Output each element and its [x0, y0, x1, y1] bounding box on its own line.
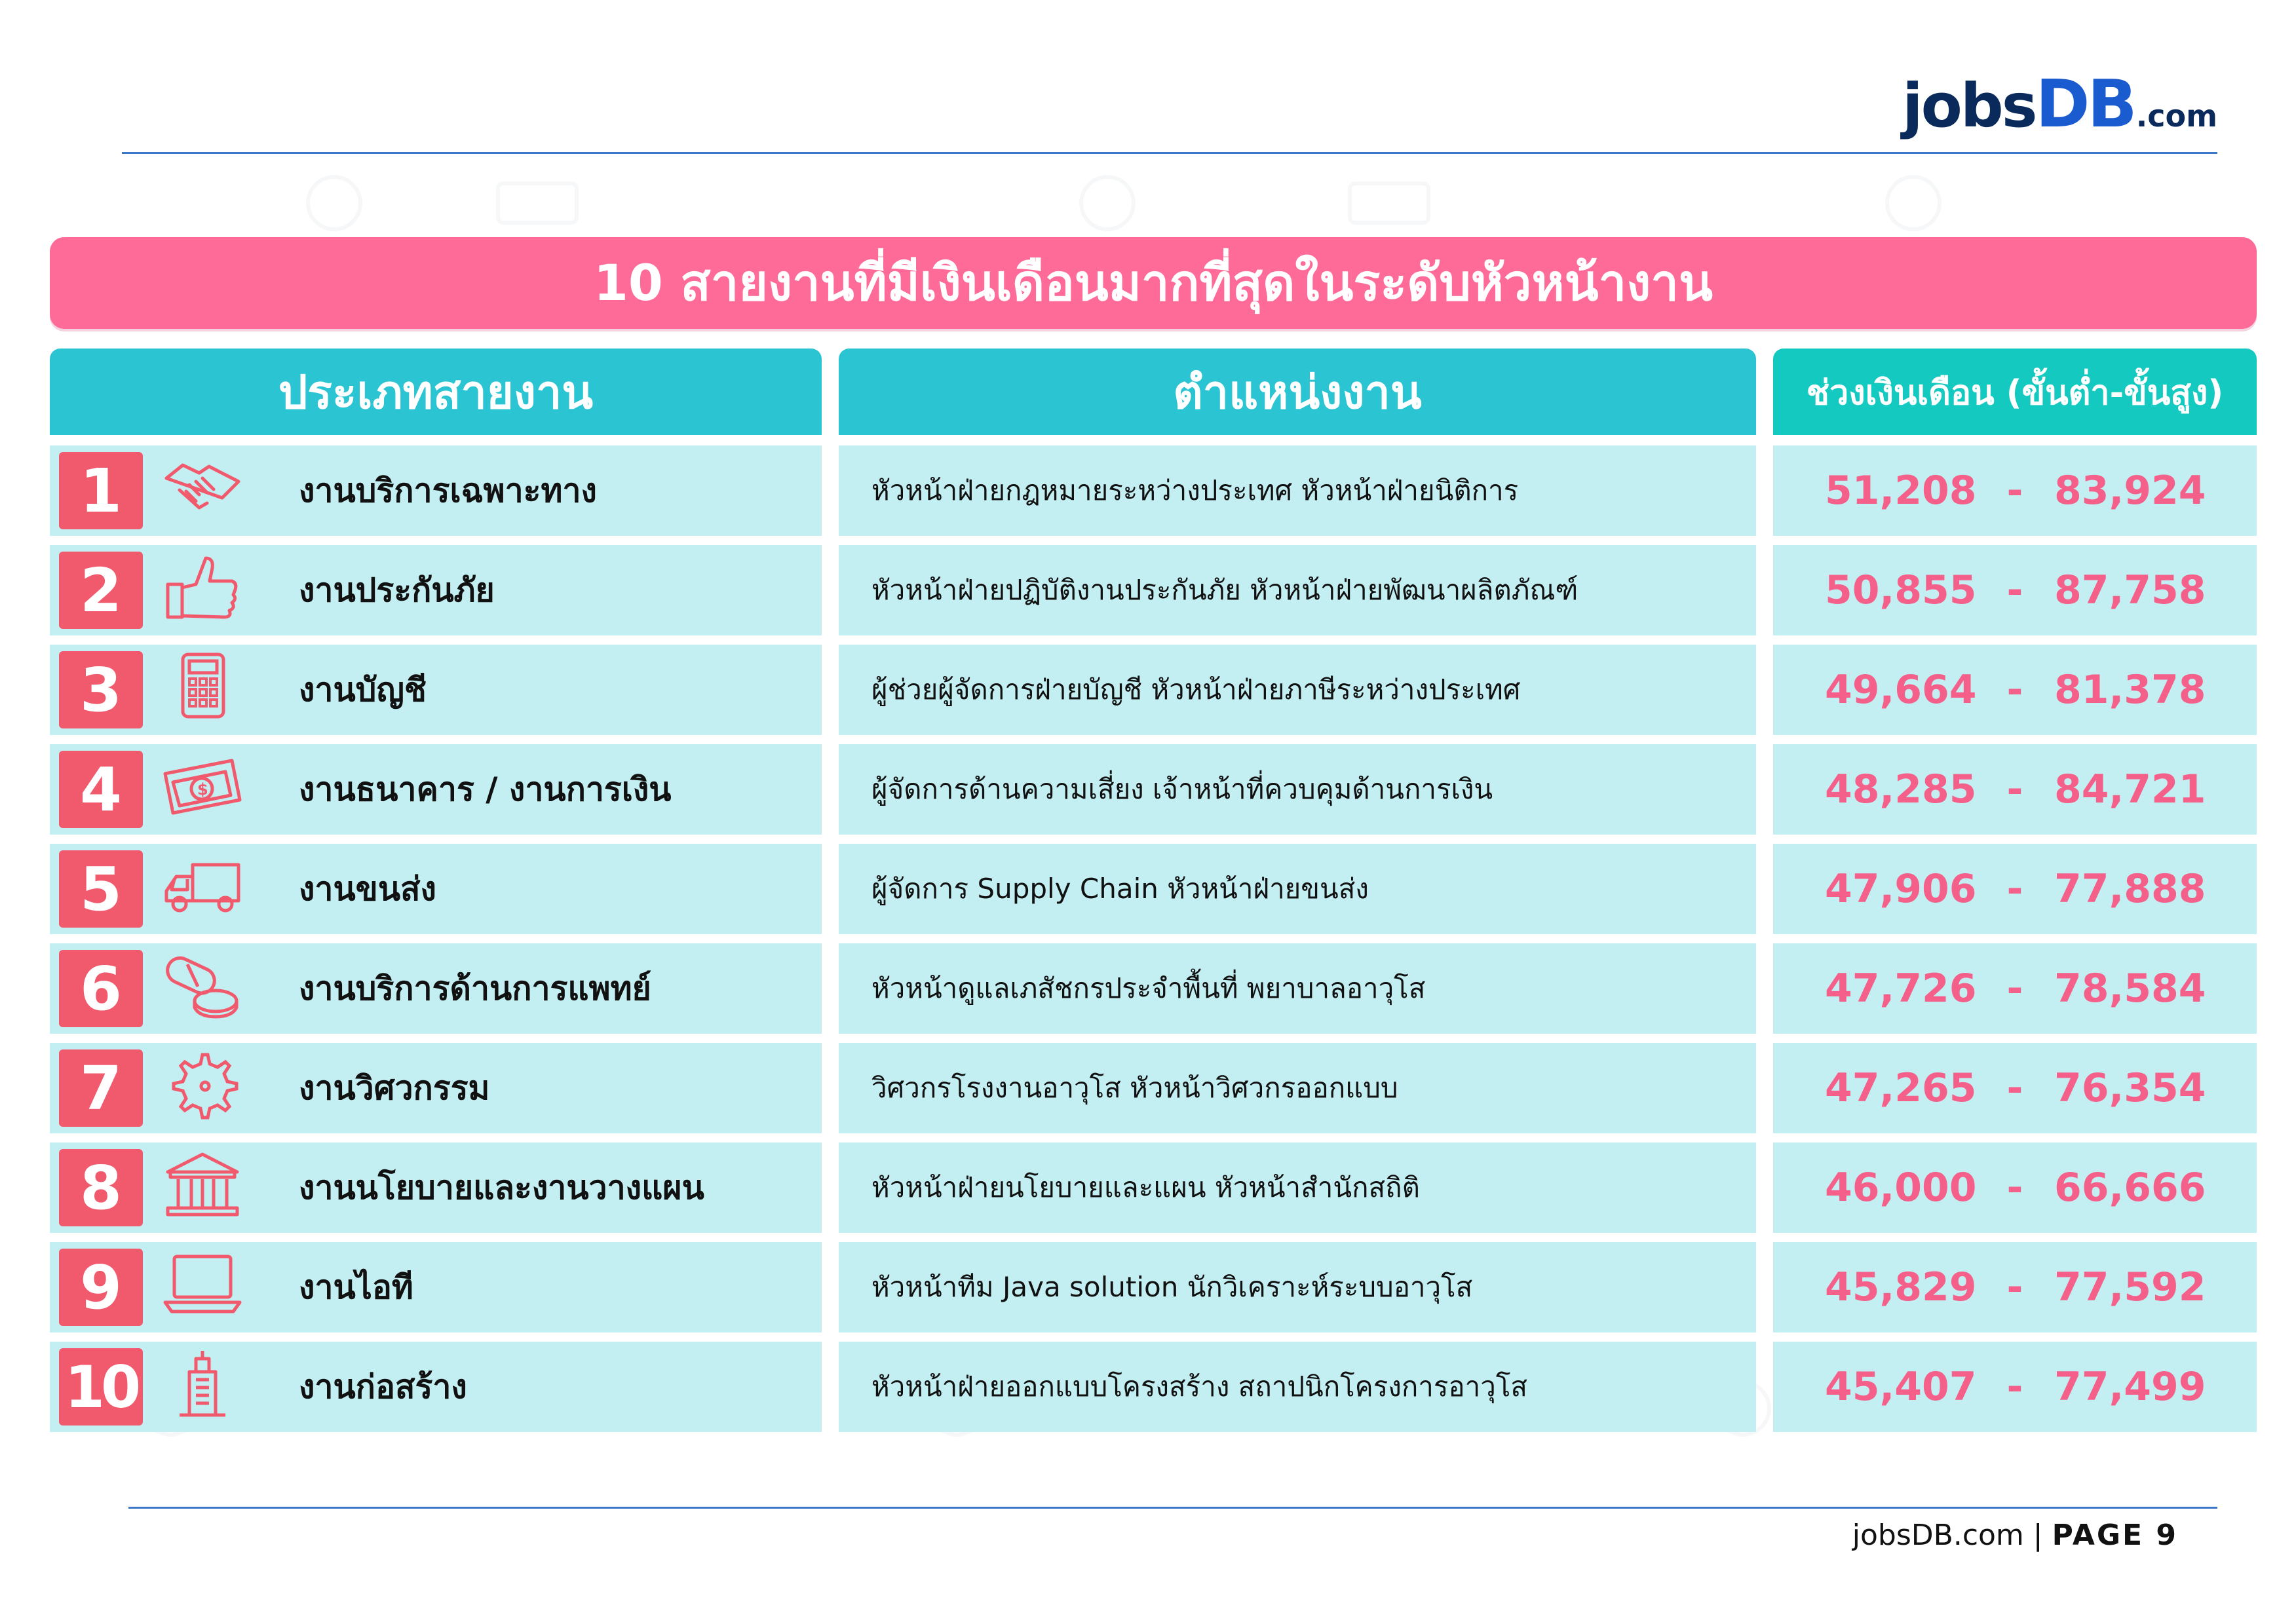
salary-cell	[1773, 1043, 2257, 1133]
salary-cell	[1773, 1342, 2257, 1432]
logo-jobs: jobs	[1902, 71, 2036, 141]
page-footer	[1852, 1519, 2178, 1552]
position-text: หัวหน้าดูแลเภสัชกรประจำพื้นที่ พยาบาลอาวุโส	[871, 972, 1426, 1004]
salary-dash: -	[2006, 468, 2023, 514]
position-text: หัวหน้าฝ่ายปฏิบัติงานประกันภัย หัวหน้าฝ่ายพัฒนาผลิตภัณฑ์	[871, 574, 1578, 606]
svg-text:$: $	[197, 780, 208, 799]
money-icon	[160, 751, 245, 823]
category-cell	[50, 744, 822, 835]
salary-min: 45,829	[1825, 1264, 1977, 1310]
salary-max: 83,924	[2054, 468, 2206, 514]
position-cell	[839, 1242, 1756, 1332]
salary-dash: -	[2006, 667, 2023, 713]
position-text: หัวหน้าฝ่ายนโยบายและแผน หัวหน้าสำนักสถิติ	[871, 1171, 1420, 1203]
category-label: งานประกันภัย	[299, 571, 495, 609]
category-cell	[50, 844, 822, 934]
government-building-icon	[160, 1149, 245, 1221]
position-text: ผู้จัดการ Supply Chain หัวหน้าฝ่ายขนส่ง	[871, 873, 1369, 905]
table-row	[50, 1342, 2257, 1432]
footer-separator: |	[2033, 1519, 2043, 1552]
page-title: 10 สายงานที่มีเงินเดือนมากที่สุดในระดับหัวหน้างาน	[50, 237, 2257, 329]
rank-badge: 7	[59, 1049, 143, 1127]
salary-max: 77,499	[2054, 1364, 2206, 1410]
position-cell	[839, 545, 1756, 635]
salary-min: 47,906	[1825, 866, 1977, 912]
salary-min: 45,407	[1825, 1364, 1977, 1410]
salary-dash: -	[2006, 1065, 2023, 1111]
position-cell	[839, 445, 1756, 536]
category-label: งานขนส่ง	[299, 869, 436, 908]
salary-range	[1825, 667, 2205, 713]
handshake-icon	[160, 452, 245, 524]
salary-min: 47,726	[1825, 966, 1977, 1011]
rank-badge: 8	[59, 1149, 143, 1226]
category-cell	[50, 645, 822, 735]
category-cell	[50, 445, 822, 536]
table-row	[50, 645, 2257, 735]
logo-com: .com	[2135, 98, 2217, 134]
salary-dash: -	[2006, 1165, 2023, 1211]
table-row	[50, 943, 2257, 1034]
category-label: งานไอที	[299, 1268, 413, 1306]
rank-badge: 4	[59, 751, 143, 828]
salary-max: 66,666	[2054, 1165, 2206, 1211]
category-label: งานบริการด้านการแพทย์	[299, 969, 651, 1008]
salary-range	[1825, 1364, 2205, 1410]
salary-dash: -	[2006, 1264, 2023, 1310]
category-cell	[50, 1043, 822, 1133]
category-label: งานบัญชี	[299, 670, 427, 709]
position-text: หัวหน้าฝ่ายกฎหมายระหว่างประเทศ หัวหน้าฝ่ายนิติการ	[871, 474, 1519, 506]
skyscraper-icon	[160, 1348, 245, 1420]
position-cell	[839, 1342, 1756, 1432]
category-cell	[50, 1342, 822, 1432]
salary-dash: -	[2006, 966, 2023, 1011]
position-text: ผู้จัดการด้านความเสี่ยง เจ้าหน้าที่ควบคุมด้านการเงิน	[871, 773, 1493, 805]
salary-dash: -	[2006, 766, 2023, 812]
position-cell	[839, 1142, 1756, 1233]
position-cell	[839, 645, 1756, 735]
position-cell	[839, 1043, 1756, 1133]
salary-cell	[1773, 1142, 2257, 1233]
salary-cell	[1773, 744, 2257, 835]
header-category: ประเภทสายงาน	[50, 349, 822, 435]
salary-max: 76,354	[2054, 1065, 2206, 1111]
rank-badge: 6	[59, 950, 143, 1027]
category-label: งานวิศวกรรม	[299, 1068, 490, 1107]
rank-badge: 10	[59, 1348, 143, 1426]
position-cell	[839, 844, 1756, 934]
table-row	[50, 445, 2257, 536]
rank-badge: 5	[59, 850, 143, 928]
position-text: หัวหน้าฝ่ายออกแบบโครงสร้าง สถาปนิกโครงการอาวุโส	[871, 1370, 1528, 1403]
category-label: งานนโยบายและงานวางแผน	[299, 1168, 704, 1207]
salary-cell	[1773, 545, 2257, 635]
logo-db: DB	[2035, 66, 2135, 142]
category-cell	[50, 943, 822, 1034]
rank-badge: 2	[59, 552, 143, 629]
header-position: ตำแหน่งงาน	[839, 349, 1756, 435]
salary-range	[1825, 567, 2205, 613]
position-cell	[839, 943, 1756, 1034]
gear-icon	[160, 1049, 245, 1122]
position-text: วิศวกรโรงงานอาวุโส หัวหน้าวิศวกรออกแบบ	[871, 1072, 1398, 1104]
category-cell	[50, 1242, 822, 1332]
category-cell	[50, 1142, 822, 1233]
rank-badge: 9	[59, 1249, 143, 1326]
table-row	[50, 844, 2257, 934]
bottom-divider	[128, 1507, 2217, 1509]
category-label: งานธนาคาร / งานการเงิน	[299, 770, 672, 808]
salary-min: 48,285	[1825, 766, 1977, 812]
rank-badge: 1	[59, 452, 143, 529]
laptop-icon	[160, 1249, 245, 1321]
salary-range	[1825, 1264, 2205, 1310]
salary-dash: -	[2006, 866, 2023, 912]
category-label: งานบริการเฉพาะทาง	[299, 471, 597, 510]
salary-max: 84,721	[2054, 766, 2206, 812]
jobsdb-logo	[1902, 66, 2217, 142]
table-row	[50, 1043, 2257, 1133]
salary-min: 51,208	[1825, 468, 1977, 514]
salary-min: 50,855	[1825, 567, 1977, 613]
table-row	[50, 744, 2257, 835]
salary-dash: -	[2006, 567, 2023, 613]
table-row	[50, 1242, 2257, 1332]
position-text: ผู้ช่วยผู้จัดการฝ่ายบัญชี หัวหน้าฝ่ายภาษีระหว่างประเทศ	[871, 673, 1521, 706]
category-label: งานก่อสร้าง	[299, 1367, 467, 1406]
table-row	[50, 1142, 2257, 1233]
header-salary: ช่วงเงินเดือน (ขั้นต่ำ-ขั้นสูง)	[1773, 349, 2257, 435]
salary-range	[1825, 766, 2205, 812]
truck-icon	[160, 850, 245, 922]
footer-site: jobsDB.com	[1852, 1519, 2024, 1552]
pills-icon	[160, 950, 245, 1022]
salary-min: 49,664	[1825, 667, 1977, 713]
salary-min: 46,000	[1825, 1165, 1977, 1211]
top-divider	[122, 152, 2217, 154]
table-row	[50, 545, 2257, 635]
salary-max: 77,592	[2054, 1264, 2206, 1310]
salary-range	[1825, 468, 2205, 514]
position-cell	[839, 744, 1756, 835]
thumbs-up-icon	[160, 552, 245, 624]
salary-range	[1825, 1065, 2205, 1111]
salary-cell	[1773, 844, 2257, 934]
salary-cell	[1773, 445, 2257, 536]
salary-cell	[1773, 645, 2257, 735]
salary-range	[1825, 966, 2205, 1011]
salary-max: 81,378	[2054, 667, 2206, 713]
salary-cell	[1773, 943, 2257, 1034]
category-cell	[50, 545, 822, 635]
salary-max: 87,758	[2054, 567, 2206, 613]
salary-min: 47,265	[1825, 1065, 1977, 1111]
salary-cell	[1773, 1242, 2257, 1332]
salary-range	[1825, 1165, 2205, 1211]
rank-badge: 3	[59, 651, 143, 728]
position-text: หัวหน้าทีม Java solution นักวิเคราะห์ระบบอาวุโส	[871, 1271, 1473, 1303]
salary-range	[1825, 866, 2205, 912]
salary-max: 77,888	[2054, 866, 2206, 912]
salary-dash: -	[2006, 1364, 2023, 1410]
page-number: PAGE 9	[2052, 1519, 2178, 1552]
salary-max: 78,584	[2054, 966, 2206, 1011]
calculator-icon	[160, 651, 245, 723]
